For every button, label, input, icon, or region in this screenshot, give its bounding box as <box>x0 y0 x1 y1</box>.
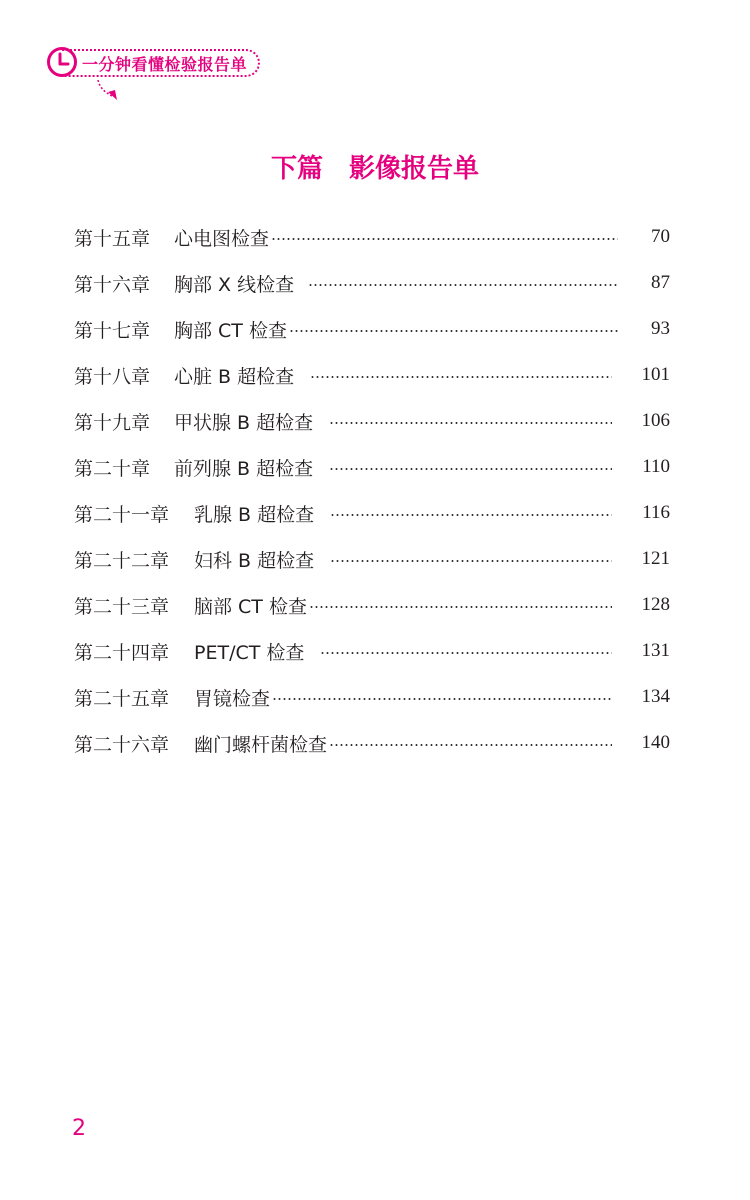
toc-page-number: 140 <box>641 732 670 753</box>
toc-title: 甲状腺 B 超检查 <box>174 411 314 434</box>
toc-chapter: 第十七章 <box>74 319 151 342</box>
toc-leader-dots <box>329 744 612 746</box>
toc-title: 妇科 B 超检查 <box>194 549 315 572</box>
toc-page-number: 116 <box>642 502 670 523</box>
toc-entry[interactable] <box>74 214 670 260</box>
section-title: 下篇 影像报告单 <box>270 154 479 184</box>
toc-title: 乳腺 B 超检查 <box>194 503 315 526</box>
toc-title: 幽门螺杆菌检查 <box>194 733 328 756</box>
toc-page-number: 106 <box>641 410 670 431</box>
toc-title: 胸部 CT 检查 <box>174 319 287 342</box>
toc-leader-dots <box>330 514 612 516</box>
toc-entry[interactable] <box>74 352 670 398</box>
toc-leader-dots <box>272 698 612 700</box>
arrow-down-icon <box>96 78 120 104</box>
toc-leader-dots <box>320 652 612 654</box>
toc-chapter: 第十六章 <box>74 273 151 296</box>
toc-title: 前列腺 B 超检查 <box>174 457 314 480</box>
toc-chapter: 第十八章 <box>74 365 151 388</box>
toc-chapter: 第二十二章 <box>74 549 170 572</box>
toc-entry[interactable] <box>74 582 670 628</box>
toc-entry[interactable] <box>74 398 670 444</box>
toc-title: 心电图检查 <box>174 227 270 250</box>
toc-leader-dots <box>329 422 612 424</box>
toc-leader-dots <box>289 330 618 332</box>
badge-text: 一分钟看懂检验报告单 <box>82 55 248 74</box>
toc-chapter: 第二十一章 <box>74 503 170 526</box>
toc-entry[interactable] <box>74 306 670 352</box>
toc-page-number: 93 <box>651 318 670 339</box>
toc-page-number: 134 <box>641 686 670 707</box>
toc-entry[interactable] <box>74 674 670 720</box>
toc-page-number: 131 <box>641 640 670 661</box>
toc-entry[interactable] <box>74 536 670 582</box>
toc-title: 胃镜检查 <box>194 687 271 710</box>
toc-title: 脑部 CT 检查 <box>194 595 307 618</box>
toc-chapter: 第二十六章 <box>74 733 170 756</box>
toc-page-number: 121 <box>641 548 670 569</box>
toc-chapter: 第二十四章 <box>74 641 170 664</box>
table-of-contents <box>74 214 670 766</box>
toc-leader-dots <box>271 238 618 240</box>
toc-leader-dots <box>309 606 612 608</box>
toc-entry[interactable] <box>74 628 670 674</box>
toc-chapter: 第十五章 <box>74 227 151 250</box>
toc-page-number: 128 <box>641 594 670 615</box>
toc-entry[interactable] <box>74 720 670 766</box>
toc-leader-dots <box>329 468 612 470</box>
toc-leader-dots <box>310 376 612 378</box>
toc-entry[interactable] <box>74 444 670 490</box>
toc-title: 胸部 X 线检查 <box>174 273 295 296</box>
page-number: 2 <box>72 1116 86 1141</box>
toc-chapter: 第二十五章 <box>74 687 170 710</box>
toc-page-number: 101 <box>641 364 670 385</box>
toc-chapter: 第二十三章 <box>74 595 170 618</box>
toc-entry[interactable] <box>74 490 670 536</box>
toc-page-number: 70 <box>651 226 670 247</box>
toc-chapter: 第十九章 <box>74 411 151 434</box>
toc-page-number: 110 <box>642 456 670 477</box>
toc-entry[interactable] <box>74 260 670 306</box>
toc-title: PET/CT 检查 <box>194 641 305 664</box>
toc-title: 心脏 B 超检查 <box>174 365 295 388</box>
toc-chapter: 第二十章 <box>74 457 151 480</box>
toc-page-number: 87 <box>651 272 670 293</box>
header-badge <box>46 46 262 80</box>
toc-leader-dots <box>308 284 618 286</box>
toc-leader-dots <box>330 560 612 562</box>
